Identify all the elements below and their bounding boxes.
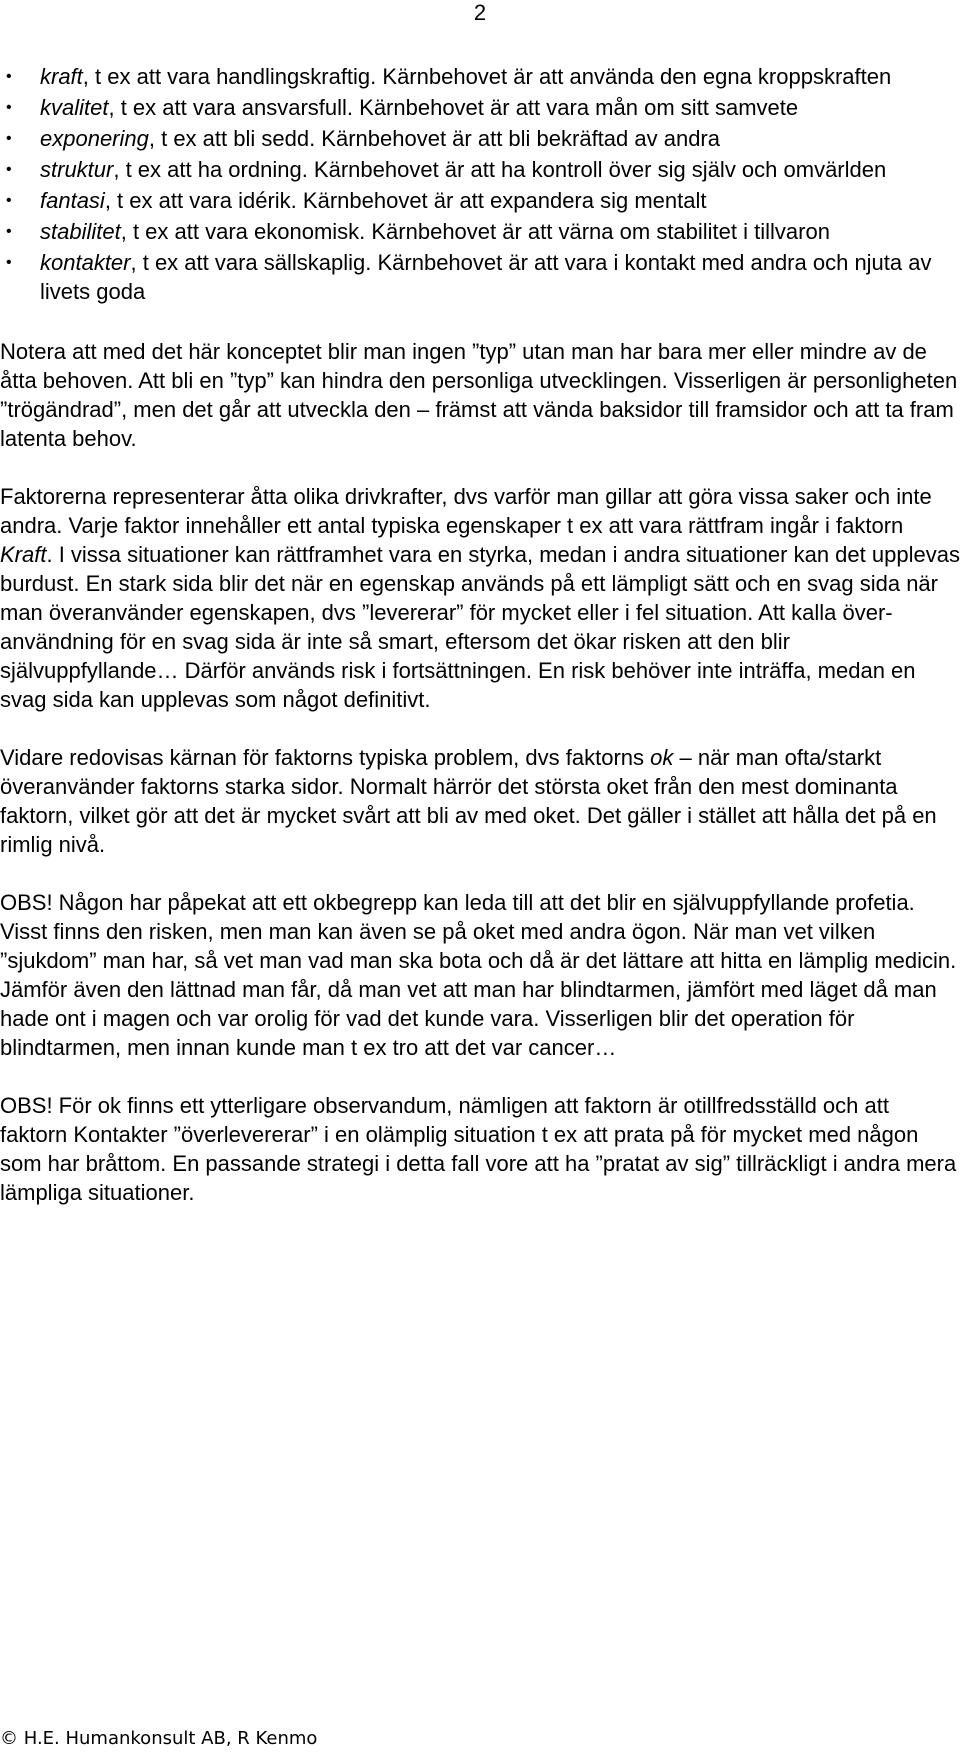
list-item — [0, 217, 960, 246]
list-item — [0, 62, 960, 91]
footer-copyright: © H.E. Humankonsult AB, R Kenmo — [0, 1728, 318, 1749]
document-body — [0, 62, 960, 1236]
paragraph-obs-1: OBS! Någon har påpekat att ett okbegrepp kan leda till att det blir en självuppfyllande profetia. Visst finns den risken, men man kan även se på oket med andra ögon. När man vet vilken ”sjukdom” man har, så vet man vad man ska bota och då är det lättare att hitta en lämplig medicin. Jämför även den lättnad man får, då man vet att man har blindtarmen, jämfört med läget då man hade ont i magen och var orolig för vad det kunde vara. Visserligen blir det operation för blindtarmen, men innan kunde man t ex tro att det var cancer… — [0, 890, 957, 1060]
paragraph-text: . I vissa situationer kan rättframhet vara en styrka, medan i andra situationer kan det upplevas burdust. En stark sida blir det när en egenskap används på ett lämpligt sätt och en svag sida när man överanvänder egenskapen, dvs ”levererar” för mycket eller i fel situation. Att kalla över-användning för en svag sida är inte så smart, eftersom det ökar risken att den blir självuppfyllande… Därför används risk i fortsättningen. En risk behöver inte inträffa, medan en svag sida kan upplevas som något definitivt. — [0, 542, 960, 712]
list-item — [0, 124, 960, 153]
list-item — [0, 186, 960, 215]
factor-description: , t ex att vara handlingskraftig. Kärnbehovet är att använda den egna kroppskraften — [82, 64, 892, 89]
list-item — [0, 93, 960, 122]
factor-description: , t ex att vara sällskaplig. Kärnbehovet är att vara i kontakt med andra och njuta av livets goda — [40, 250, 932, 304]
paragraph-types: Notera att med det här konceptet blir man ingen ”typ” utan man har bara mer eller mindre av de åtta behoven. Att bli en ”typ” kan hindra den personliga utvecklingen. Visserligen är personligheten ”trögändrad”, men det går att utveckla den – främst att vända baksidor till framsidor och att ta fram latenta behov. — [0, 339, 958, 451]
bullet-icon: • — [6, 223, 12, 240]
paragraph-factors — [0, 482, 960, 714]
factor-term: kraft — [40, 64, 83, 89]
paragraph-yoke — [0, 743, 960, 859]
bullet-icon: • — [6, 192, 12, 209]
list-item — [0, 155, 960, 184]
factor-description: , t ex att vara ekonomisk. Kärnbehovet är att värna om stabilitet i tillvaron — [120, 219, 830, 244]
factor-description: , t ex att bli sedd. Kärnbehovet är att bli bekräftad av andra — [148, 126, 720, 151]
factor-term: fantasi — [40, 188, 105, 213]
paragraph-text: Vidare redovisas kärnan för faktorns typiska problem, dvs faktorns — [0, 745, 651, 770]
factor-description: , t ex att vara ansvarsfull. Kärnbehovet är att vara mån om sitt samvete — [108, 95, 799, 120]
paragraph-text: – när man ofta/starkt överanvänder faktorns starka sidor. Normalt härrör det största oket från den mest dominanta faktorn, vilket gör att det är mycket svårt att bli av med oket. Det gäller i stället att hålla det på en rimlig nivå. — [0, 745, 937, 857]
page-number: 2 — [473, 0, 487, 25]
bullet-icon: • — [6, 130, 12, 147]
factor-description: , t ex att vara idérik. Kärnbehovet är att expandera sig mentalt — [104, 188, 707, 213]
factor-term: exponering — [40, 126, 149, 151]
factor-term: kontakter — [40, 250, 131, 275]
factor-term: struktur — [40, 157, 114, 182]
bullet-icon: • — [6, 68, 12, 85]
bullet-icon: • — [6, 254, 12, 271]
paragraph-italic: ok — [650, 745, 674, 770]
factor-description: , t ex att ha ordning. Kärnbehovet är att ha kontroll över sig själv och omvärlden — [113, 157, 887, 182]
paragraph-obs-2: OBS! För ok finns ett ytterligare observandum, nämligen att faktorn är otillfredsställd och att faktorn Kontakter ”överlevererar” i en olämplig situation t ex att prata på för mycket med någon som har bråttom. En passande strategi i detta fall vore att ha ”pratat av sig” tillräckligt i andra mera lämpliga situationer. — [0, 1093, 957, 1205]
factor-term: stabilitet — [40, 219, 121, 244]
paragraph-italic: Kraft — [0, 542, 47, 567]
list-item — [0, 248, 960, 306]
factor-term: kvalitet — [40, 95, 109, 120]
bullet-icon: • — [6, 161, 12, 178]
paragraph-text: Faktorerna representerar åtta olika drivkrafter, dvs varför man gillar att göra vissa saker och inte andra. Varje faktor innehåller ett antal typiska egenskaper t ex att vara rättfram ingår i faktorn — [0, 484, 932, 538]
factor-list — [0, 62, 960, 306]
bullet-icon: • — [6, 99, 12, 116]
